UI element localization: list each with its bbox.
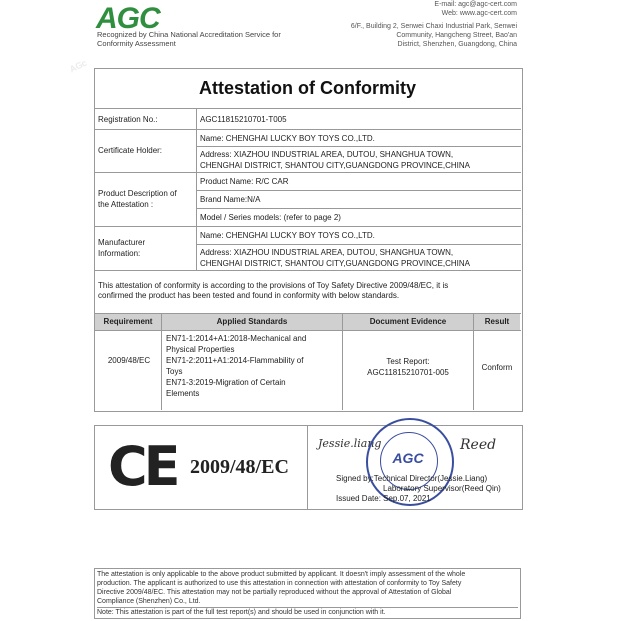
result-value: Conform [481, 363, 513, 372]
document-evidence: Test Report: AGC11815210701-005 [367, 357, 449, 377]
page-title: Attestation of Conformity [94, 68, 521, 109]
product-label: Product Description of the Attestation : [98, 189, 177, 209]
company-address: E-mail: agc@agc-cert.com Web: www.agc-cert.com 6/F., Building 2, Senwei Chaxi Industrial Park, Senwei Community, Hangcheng Street, Bao'an District, Shenzhen, Guangdong, China [350, 1, 517, 48]
stamp-logo: AGC [392, 450, 424, 466]
registration-label: Registration No.: [98, 115, 158, 124]
signature-supervisor: Reed [460, 437, 497, 453]
col-header-evidence: Document Evidence [343, 314, 473, 330]
directive-number: 2009/48/EC [190, 456, 289, 478]
col-header-standards: Applied Standards [162, 314, 342, 330]
applied-standards: EN71-1:2014+A1:2018-Mechanical and Physical Properties EN71-2:2011+A1:2014-Flammability of Toys EN71-3:2019-Migration of Certain Elements [166, 334, 307, 398]
holder-label: Certificate Holder: [98, 146, 163, 155]
agc-logo: AGC [96, 2, 160, 35]
col-header-result: Result [474, 314, 520, 330]
model-series: Model / Series models: (refer to page 2) [200, 213, 341, 222]
holder-address-1: Address: XIAZHOU INDUSTRIAL AREA, DUTOU, SHANGHUA TOWN, [200, 150, 454, 159]
watermark: ᴬᴳᶜ [67, 56, 91, 79]
signature-technical-director: Jessie.liang [318, 437, 382, 450]
manufacturer-address-2: CHENGHAI DISTRICT, SHANTOU CITY,GUANGDONG PROVINCE,CHINA [200, 259, 470, 268]
manufacturer-label: Manufacturer Information: [98, 238, 146, 258]
registration-value: AGC11815210701-T005 [200, 115, 287, 124]
holder-name: Name: CHENGHAI LUCKY BOY TOYS CO.,LTD. [200, 134, 375, 143]
brand-name: Brand Name:N/A [200, 195, 261, 204]
manufacturer-address-1: Address: XIAZHOU INDUSTRIAL AREA, DUTOU, SHANGHUA TOWN, [200, 248, 454, 257]
conformity-statement: This attestation of conformity is according to the provisions of Toy Safety Directive 2009/48/EC, it is confirmed the product has been tested and found in conformity with below standards. [98, 281, 449, 300]
ce-mark: CE [108, 435, 177, 498]
requirement-value: 2009/48/EC [107, 356, 151, 365]
signed-by: Signed by:Technical Director(Jessie.Liang) Laboratory Supervisor(Reed Qin) Issued Date: Sep.07, 2021 [336, 474, 501, 503]
manufacturer-name: Name: CHENGHAI LUCKY BOY TOYS CO.,LTD. [200, 231, 375, 240]
accreditation-text: Recognized by China National Accreditation Service for Conformity Assessment [97, 30, 281, 48]
product-name: Product Name: R/C CAR [200, 177, 289, 186]
holder-address-2: CHENGHAI DISTRICT, SHANTOU CITY,GUANGDONG PROVINCE,CHINA [200, 161, 470, 170]
col-header-requirement: Requirement [95, 314, 161, 330]
disclaimer-footer: The attestation is only applicable to the above product submitted by applicant. It doesn't imply assessment of the whole production. The applicant is authorized to use this attestation in connection with attestation of conformity to Toy Safety Directive 2009/48/EC. This attestation may not be partially reproduced without the approval of Attestation of Global Compliance (Shenzhen) Co., Ltd. Note: This attestation is part of the full test report(s) and should be used in conjunction with it. [94, 568, 521, 619]
